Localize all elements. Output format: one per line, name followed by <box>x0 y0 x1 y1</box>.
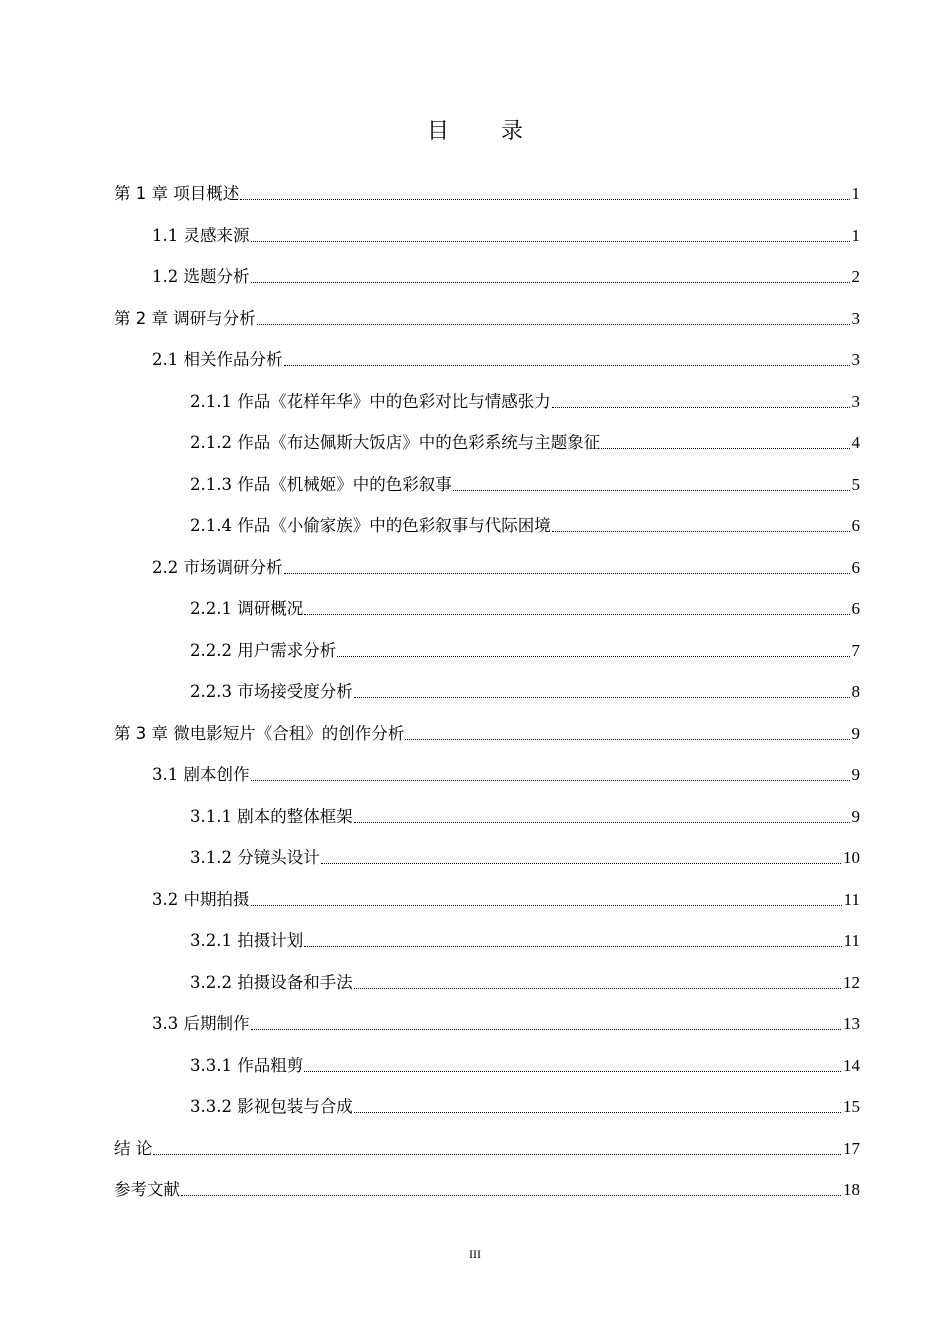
toc-entry-page-number: 4 <box>851 433 860 452</box>
toc-entry[interactable] <box>152 216 860 246</box>
toc-entry-page-number: 9 <box>851 806 860 826</box>
toc-dot-leader <box>601 448 849 449</box>
toc-entry-label: 2.1.1 作品《花样年华》中的色彩对比与情感张力 <box>190 391 551 411</box>
toc-entry[interactable] <box>114 299 860 329</box>
toc-entry[interactable] <box>190 797 860 827</box>
toc-entry-label: 参考文献 <box>114 1180 180 1199</box>
toc-entry[interactable] <box>190 382 860 412</box>
toc-entry-label: 3.3.1 作品粗剪 <box>190 1055 304 1075</box>
toc-dot-leader <box>304 1071 841 1072</box>
toc-entry[interactable] <box>114 1170 860 1200</box>
toc-entry-page-number: 15 <box>843 1097 860 1116</box>
toc-entry[interactable] <box>190 963 860 993</box>
toc-entry-label: 结 论 <box>114 1138 153 1158</box>
toc-entry-label: 3.2 中期拍摄 <box>152 889 250 909</box>
toc-entry-label: 2.2.1 调研概况 <box>190 599 304 618</box>
toc-entry[interactable] <box>190 423 860 453</box>
toc-dot-leader <box>552 407 850 408</box>
toc-entry-label: 2.1.4 作品《小偷家族》中的色彩叙事与代际困境 <box>190 516 551 535</box>
toc-entry-label: 3.3 后期制作 <box>152 1014 250 1033</box>
toc-entry-page-number: 11 <box>843 889 860 909</box>
toc-dot-leader <box>354 1112 841 1113</box>
toc-dot-leader <box>453 490 850 491</box>
toc-entry-page-number: 17 <box>843 1138 860 1158</box>
toc-entry-label: 2.2 市场调研分析 <box>152 557 283 577</box>
toc-title-char: 目 <box>426 119 449 144</box>
toc-entry-page-number: 18 <box>843 1180 860 1199</box>
toc-entry[interactable] <box>152 755 860 785</box>
toc-entry-label: 3.1.1 剧本的整体框架 <box>190 806 353 826</box>
toc-entry[interactable] <box>152 548 860 578</box>
toc-entry-page-number: 6 <box>851 599 860 618</box>
toc-entry-label: 1.2 选题分析 <box>152 267 250 286</box>
toc-entry-page-number: 6 <box>851 516 860 535</box>
toc-entry-page-number: 7 <box>851 640 860 660</box>
toc-entry-page-number: 10 <box>843 848 860 867</box>
toc-dot-leader <box>251 905 842 906</box>
toc-entry-page-number: 2 <box>851 267 860 286</box>
toc-entry[interactable] <box>190 589 860 619</box>
toc-entry-page-number: 6 <box>851 557 860 577</box>
toc-entry-page-number: 8 <box>851 682 860 701</box>
toc-entry-label: 第 2 章 调研与分析 <box>114 308 256 328</box>
toc-dot-leader <box>321 863 841 864</box>
toc-dot-leader <box>405 739 849 740</box>
toc-entry-page-number: 9 <box>851 723 860 743</box>
toc-entry[interactable] <box>152 880 860 910</box>
toc-dot-leader <box>354 988 841 989</box>
toc-dot-leader <box>181 1195 841 1196</box>
toc-entry-page-number: 5 <box>851 474 860 494</box>
toc-entry[interactable] <box>190 506 860 536</box>
toc-entry-page-number: 13 <box>843 1014 860 1033</box>
toc-dot-leader <box>251 1029 842 1030</box>
toc-entry[interactable] <box>190 1046 860 1076</box>
toc-entry-label: 第 3 章 微电影短片《合租》的创作分析 <box>114 723 405 743</box>
toc-entry[interactable] <box>152 257 860 287</box>
toc-entry-label: 3.1.2 分镜头设计 <box>190 848 320 867</box>
toc-entry-page-number: 11 <box>843 931 860 950</box>
toc-dot-leader <box>257 324 850 325</box>
toc-dot-leader <box>304 946 841 947</box>
toc-entry[interactable] <box>190 1087 860 1117</box>
toc-entry[interactable] <box>190 921 860 951</box>
toc-entry[interactable] <box>152 1004 860 1034</box>
toc-title-char: 录 <box>501 119 524 144</box>
toc-dot-leader <box>284 365 850 366</box>
toc-entry[interactable] <box>190 465 860 495</box>
toc-entry[interactable] <box>190 631 860 661</box>
toc-entry-label: 2.1.2 作品《布达佩斯大饭店》中的色彩系统与主题象征 <box>190 433 601 452</box>
toc-dot-leader <box>153 1154 841 1155</box>
toc-entry-page-number: 1 <box>851 184 860 203</box>
toc-dot-leader <box>304 614 849 615</box>
toc-entry-label: 第 1 章 项目概述 <box>114 184 240 203</box>
toc-entry-page-number: 3 <box>851 308 860 328</box>
toc-entry-label: 2.1 相关作品分析 <box>152 350 283 369</box>
toc-dot-leader <box>354 822 850 823</box>
toc-entry[interactable] <box>114 174 860 204</box>
toc-entry[interactable] <box>190 838 860 868</box>
toc-entry[interactable] <box>152 340 860 370</box>
toc-dot-leader <box>337 656 849 657</box>
toc-entry-label: 2.2.2 用户需求分析 <box>190 640 337 660</box>
toc-dot-leader <box>552 531 850 532</box>
toc-entry-page-number: 1 <box>851 225 860 245</box>
toc-entry-label: 2.2.3 市场接受度分析 <box>190 682 353 701</box>
page-number-footer: III <box>469 1247 481 1261</box>
toc-entry-label: 3.2.1 拍摄计划 <box>190 931 304 950</box>
toc-dot-leader <box>251 780 850 781</box>
toc-entry[interactable] <box>114 714 860 744</box>
toc-entry-label: 1.1 灵感来源 <box>152 225 250 245</box>
toc-dot-leader <box>251 282 850 283</box>
toc-entry-page-number: 3 <box>851 391 860 411</box>
toc-title <box>0 114 950 145</box>
toc-dot-leader <box>240 199 849 200</box>
toc-entry[interactable] <box>190 672 860 702</box>
toc-entry-page-number: 3 <box>851 350 860 369</box>
toc-entry-page-number: 9 <box>851 765 860 784</box>
toc-entry-label: 3.3.2 影视包装与合成 <box>190 1097 353 1116</box>
toc-entry-label: 3.1 剧本创作 <box>152 765 250 784</box>
toc-dot-leader <box>284 573 850 574</box>
toc-dot-leader <box>251 241 850 242</box>
toc-entry-label: 2.1.3 作品《机械姬》中的色彩叙事 <box>190 474 452 494</box>
toc-entry-page-number: 12 <box>843 972 860 992</box>
toc-entry-page-number: 14 <box>843 1055 860 1075</box>
toc-entry-label: 3.2.2 拍摄设备和手法 <box>190 972 353 992</box>
toc-entry[interactable] <box>114 1129 860 1159</box>
toc-dot-leader <box>354 697 850 698</box>
